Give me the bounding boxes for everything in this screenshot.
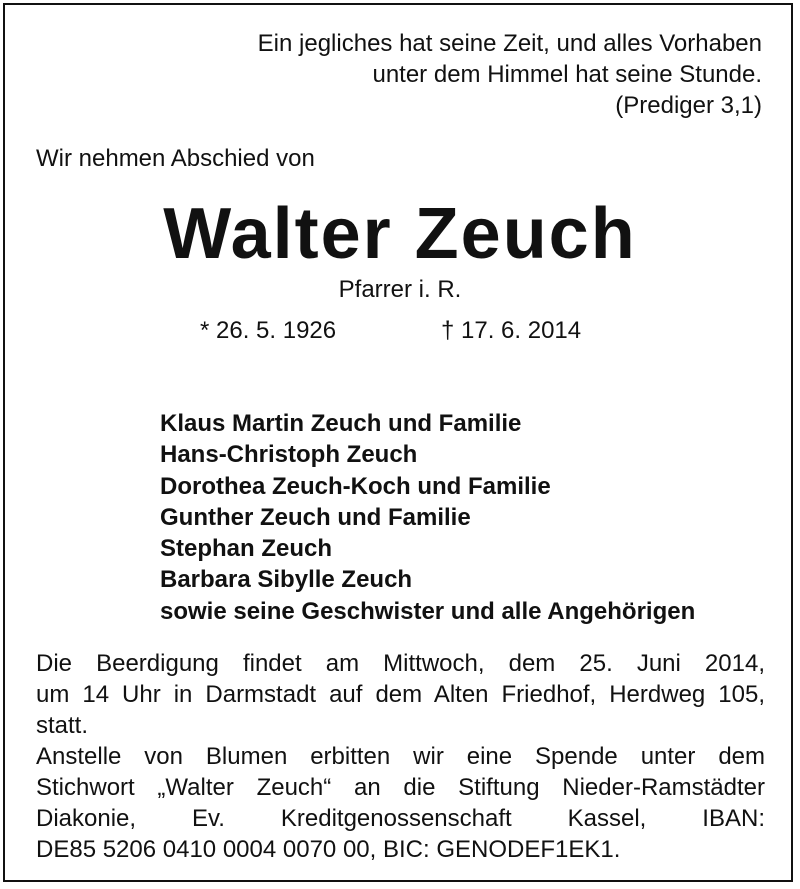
verse-source: (Prediger 3,1) [615,92,762,119]
mourner-entry: Stephan Zeuch [160,535,333,563]
donation-line-1: Anstelle von Blumen erbitten wir eine Spende unter dem [36,743,765,770]
mourner-entry: Klaus Martin Zeuch und Familie [160,410,522,437]
deceased-name: Walter Zeuch [163,194,637,274]
donation-line-2: Stichwort „Walter Zeuch“ an die Stiftung Nieder-Ramstädter [36,774,765,801]
bible-verse [258,28,762,121]
donation-line-4: DE85 5206 0410 0004 0070 00, BIC: GENODEF1EK1. [36,836,621,863]
donation-line-3: Diakonie, Ev. Kreditgenossenschaft Kassel, IBAN: [36,805,765,832]
verse-line-1: Ein jegliches hat seine Zeit, und alles Vorhaben [257,30,762,57]
mourner-entry: Barbara Sibylle Zeuch [160,566,413,594]
funeral-line-1: Die Beerdigung findet am Mittwoch, dem 25. Juni 2014, [36,650,765,677]
mourner-entry: Dorothea Zeuch-Koch und Familie [160,472,551,500]
deceased-title: Pfarrer i. R. [338,276,462,303]
funeral-line-3: statt. [36,712,89,739]
birth-date: * 26. 5. 1926 [200,317,337,344]
funeral-and-donation-notice [36,648,765,865]
verse-line-2: unter dem Himmel hat seine Stunde. [372,61,762,88]
mourner-entry: sowie seine Geschwister und alle Angehörigen [160,597,696,625]
death-date: † 17. 6. 2014 [441,317,582,344]
mourner-entry: Hans-Christoph Zeuch [160,441,418,469]
funeral-line-2: um 14 Uhr in Darmstadt auf dem Alten Friedhof, Herdweg 105, [36,681,765,708]
mourners-list [160,408,695,627]
mourner-entry: Gunther Zeuch und Familie [160,503,471,531]
farewell-intro: Wir nehmen Abschied von [36,145,315,172]
